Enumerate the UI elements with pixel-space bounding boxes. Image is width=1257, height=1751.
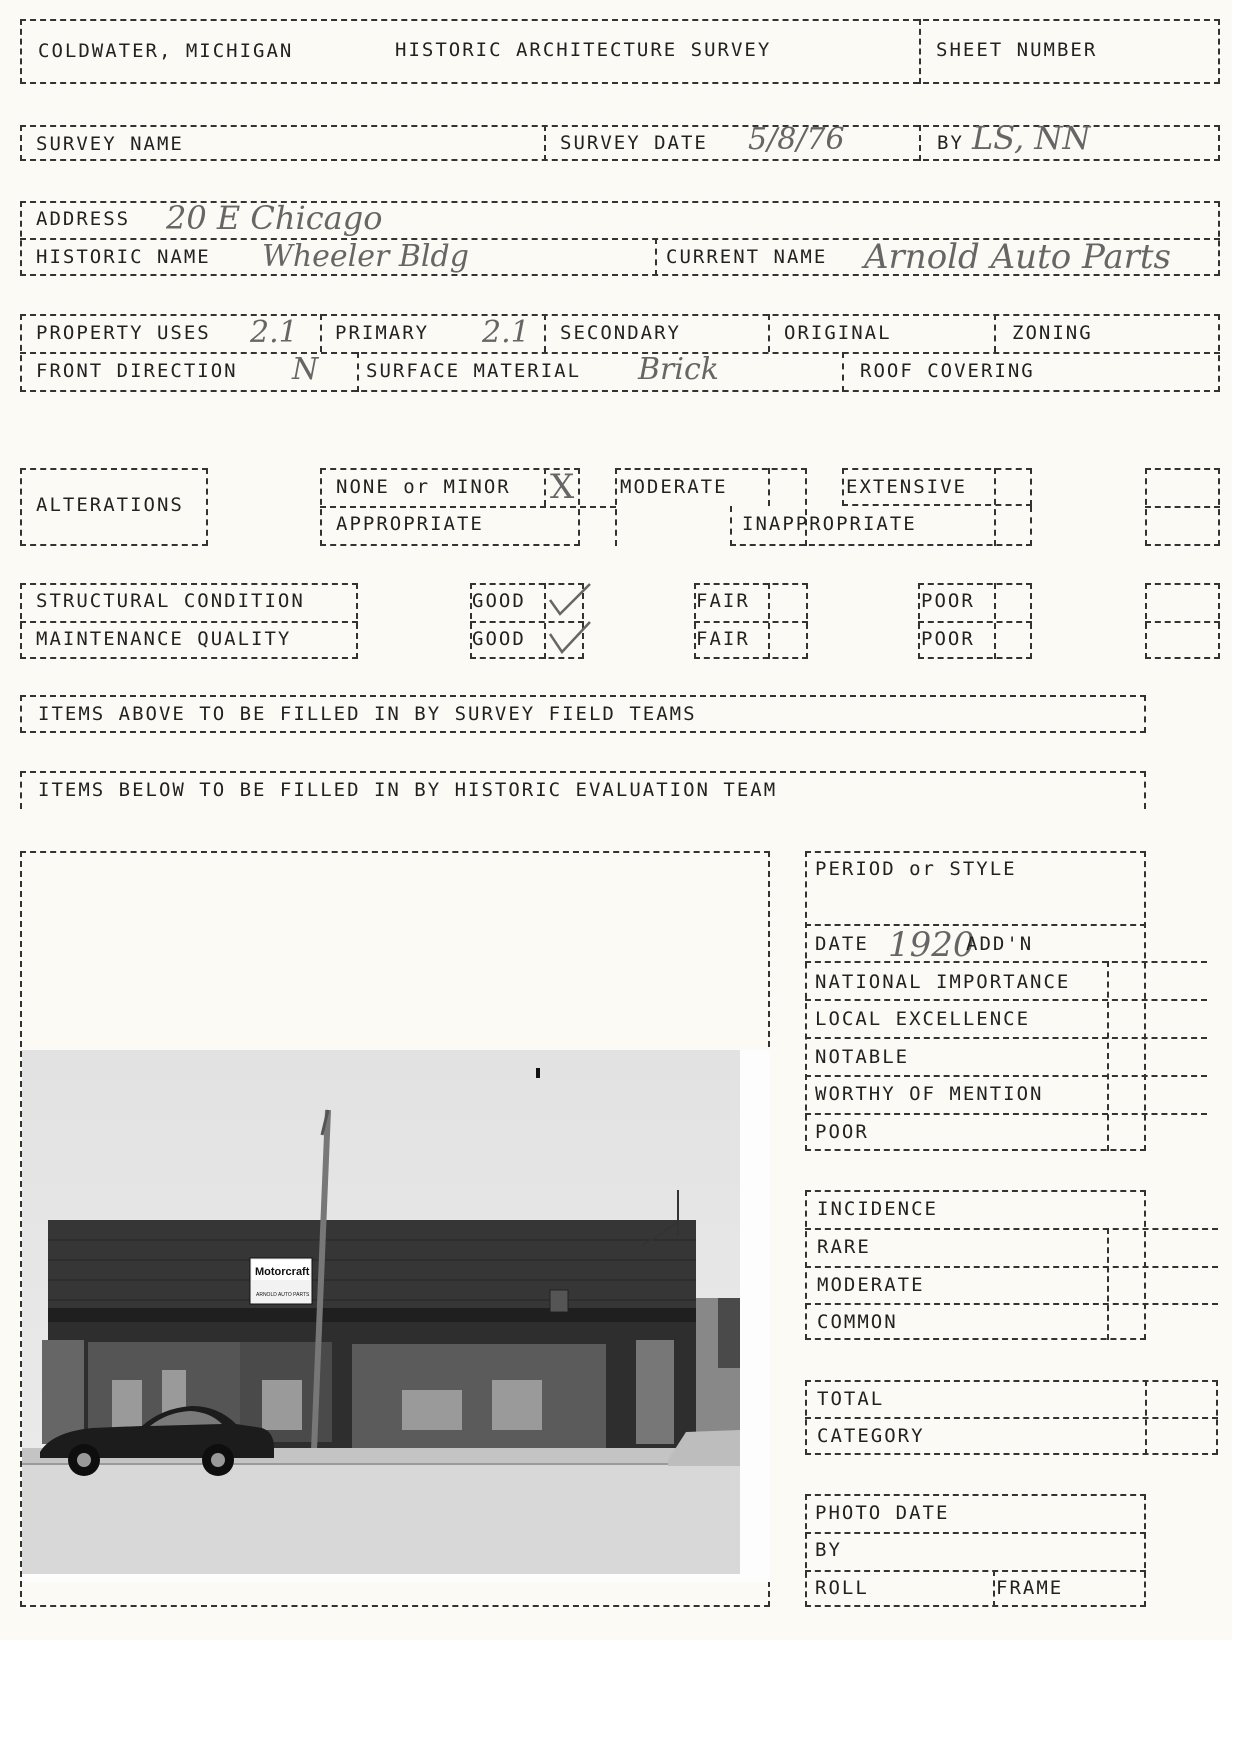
eval-date-label: DATE xyxy=(815,933,869,955)
survey-date-value[interactable]: 5/8/76 xyxy=(748,122,845,157)
photo-info-divider-2 xyxy=(805,1570,1146,1572)
maintenance-poor-label: POOR xyxy=(921,628,975,650)
fair-check-divider xyxy=(768,583,770,659)
maintenance-good-label: GOOD xyxy=(472,628,526,650)
sign-store-text: ARNOLD AUTO PARTS xyxy=(256,1292,310,1298)
condition-score-divider xyxy=(1145,621,1220,623)
survey-divider-2 xyxy=(919,125,921,161)
original-label: ORIGINAL xyxy=(784,322,892,344)
total-score-divider xyxy=(1145,1380,1147,1455)
survey-by-value[interactable]: LS, NN xyxy=(972,119,1091,157)
category-label: CATEGORY xyxy=(817,1425,925,1447)
survey-name-label: SURVEY NAME xyxy=(36,133,184,155)
evaluation-divider-1 xyxy=(805,924,1146,926)
identity-col-divider xyxy=(655,238,657,276)
surface-material-label: SURFACE MATERIAL xyxy=(366,360,582,382)
national-importance-label: NATIONAL IMPORTANCE xyxy=(815,971,1071,993)
photo-by-label: BY xyxy=(815,1539,842,1561)
structural-good-label: GOOD xyxy=(472,590,526,612)
property-uses-label: PROPERTY USES xyxy=(36,322,211,344)
incidence-divider-2 xyxy=(805,1266,1218,1268)
secondary-label: SECONDARY xyxy=(560,322,681,344)
zoning-label: ZONING xyxy=(1012,322,1093,344)
roof-covering-label: ROOF COVERING xyxy=(860,360,1035,382)
incidence-divider-3 xyxy=(805,1303,1218,1305)
below-note: ITEMS BELOW TO BE FILLED IN BY HISTORIC EVALUATION TEAM xyxy=(38,779,778,801)
sign-brand-text: Motorcraft xyxy=(255,1266,310,1278)
survey-by-label: BY xyxy=(937,132,964,154)
addn-label: ADD'N xyxy=(966,933,1034,955)
structural-condition-label: STRUCTURAL CONDITION xyxy=(36,590,305,612)
building-photograph xyxy=(22,1050,770,1582)
poor-row-divider xyxy=(918,621,1032,623)
front-direction-value[interactable]: N xyxy=(292,352,319,387)
property-divider-2 xyxy=(544,314,546,352)
eval-date-value[interactable]: 1920 xyxy=(888,925,975,965)
incidence-label: INCIDENCE xyxy=(817,1198,938,1220)
current-name-label: CURRENT NAME xyxy=(666,246,828,268)
worthy-of-mention-label: WORTHY OF MENTION xyxy=(815,1083,1044,1105)
survey-date-label: SURVEY DATE xyxy=(560,132,708,154)
primary-label: PRIMARY xyxy=(335,322,430,344)
moderate-label: MODERATE xyxy=(620,476,728,498)
evaluation-score-divider xyxy=(1107,961,1109,1151)
roll-label: ROLL xyxy=(815,1577,869,1599)
historic-name-value[interactable]: Wheeler Bldg xyxy=(262,239,469,274)
survey-divider-1 xyxy=(544,125,546,161)
evaluation-divider-4 xyxy=(805,1037,1207,1039)
none-minor-mark[interactable]: X xyxy=(550,467,575,507)
property-uses-value[interactable]: 2.1 xyxy=(250,315,298,350)
property-divider-1 xyxy=(320,314,322,352)
maintenance-quality-label: MAINTENANCE QUALITY xyxy=(36,628,292,650)
none-minor-label: NONE or MINOR xyxy=(336,476,511,498)
address-label: ADDRESS xyxy=(36,208,131,230)
property-divider-6 xyxy=(842,352,844,392)
roll-frame-divider xyxy=(993,1570,995,1607)
sheet-number-label: SHEET NUMBER xyxy=(936,39,1098,61)
local-excellence-label: LOCAL EXCELLENCE xyxy=(815,1008,1031,1030)
extensive-label: EXTENSIVE xyxy=(846,476,967,498)
historic-name-label: HISTORIC NAME xyxy=(36,246,211,268)
evaluation-divider-3 xyxy=(805,999,1207,1001)
none-minor-check-divider xyxy=(544,468,546,506)
condition-row-divider xyxy=(20,621,358,623)
moderate-check-divider xyxy=(768,468,770,506)
rare-label: RARE xyxy=(817,1236,871,1258)
survey-title: HISTORIC ARCHITECTURE SURVEY xyxy=(395,39,772,61)
structural-poor-label: POOR xyxy=(921,590,975,612)
property-divider-4 xyxy=(994,314,996,352)
property-row-divider xyxy=(20,352,1220,354)
eval-poor-label: POOR xyxy=(815,1121,869,1143)
evaluation-divider-5 xyxy=(805,1075,1207,1077)
incidence-score-divider xyxy=(1107,1228,1109,1340)
maintenance-good-checkmark[interactable] xyxy=(546,618,594,658)
poor-check-divider xyxy=(994,583,996,659)
evaluation-divider-6 xyxy=(805,1113,1207,1115)
structural-good-checkmark[interactable] xyxy=(546,580,594,620)
header-divider xyxy=(919,19,921,84)
total-label: TOTAL xyxy=(817,1388,885,1410)
incidence-divider-1 xyxy=(805,1228,1218,1230)
common-label: COMMON xyxy=(817,1311,898,1333)
total-divider xyxy=(805,1417,1218,1419)
period-style-label: PERIOD or STYLE xyxy=(815,858,1017,880)
address-value[interactable]: 20 E Chicago xyxy=(166,199,383,237)
property-divider-5 xyxy=(357,352,359,392)
current-name-value[interactable]: Arnold Auto Parts xyxy=(864,237,1171,277)
alterations-label: ALTERATIONS xyxy=(36,494,184,516)
property-divider-3 xyxy=(768,314,770,352)
frame-label: FRAME xyxy=(996,1577,1064,1599)
fair-row-divider xyxy=(694,621,808,623)
incidence-moderate-label: MODERATE xyxy=(817,1274,925,1296)
city-label: COLDWATER, MICHIGAN xyxy=(38,40,294,62)
alterations-score-divider xyxy=(1145,506,1220,508)
structural-fair-label: FAIR xyxy=(696,590,750,612)
appropriate-label: APPROPRIATE xyxy=(336,513,484,535)
surface-material-value[interactable]: Brick xyxy=(638,352,719,387)
photo-info-divider-1 xyxy=(805,1532,1146,1534)
primary-value[interactable]: 2.1 xyxy=(482,315,530,350)
evaluation-divider-2 xyxy=(805,961,1207,963)
above-note: ITEMS ABOVE TO BE FILLED IN BY SURVEY FIELD TEAMS xyxy=(38,703,697,725)
evaluation-box xyxy=(805,851,1146,1151)
inappropriate-label: INAPPROPRIATE xyxy=(742,513,917,535)
photo-date-label: PHOTO DATE xyxy=(815,1502,950,1524)
notable-label: NOTABLE xyxy=(815,1046,910,1068)
front-direction-label: FRONT DIRECTION xyxy=(36,360,238,382)
maintenance-fair-label: FAIR xyxy=(696,628,750,650)
